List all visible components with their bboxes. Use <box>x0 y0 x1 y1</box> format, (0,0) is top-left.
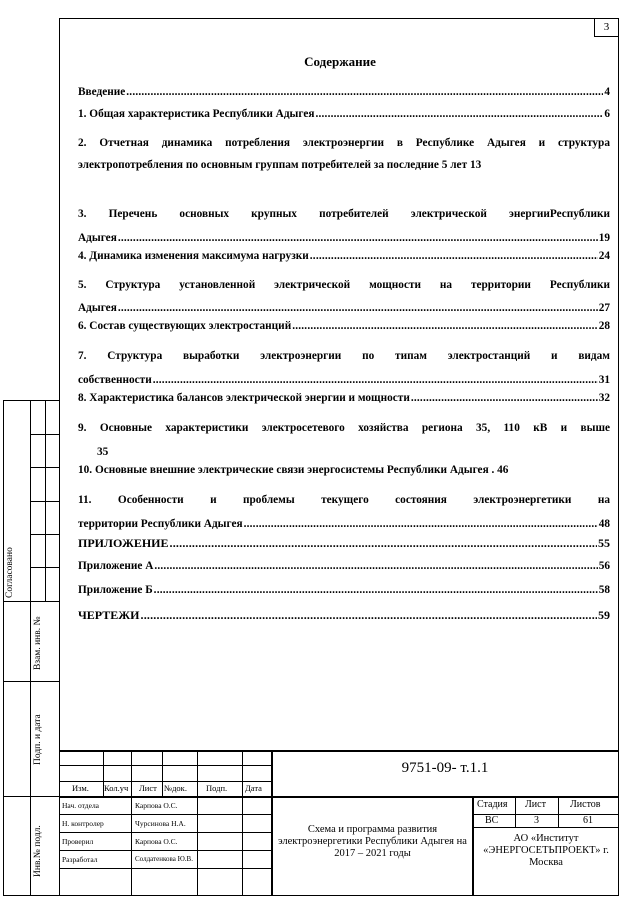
role-name: Карпова О.С. <box>135 801 178 810</box>
margin-stamp-column <box>3 400 60 896</box>
toc-entry[interactable]: 6. Состав существующих электростанций ..... 28 <box>78 320 610 344</box>
organization: АО «Институт «ЭНЕРГОСЕТЬПРОЕКТ» г. Москва <box>483 833 609 868</box>
toc-entry[interactable]: 7. Структура выработки электроэнергии по типам электростанций и видам собственности ..... 31 <box>78 344 610 392</box>
toc-title: Содержание <box>304 54 376 69</box>
document-description: Схема и программа развития электроэнергетики Республики Адыгея на 2017 – 2021 годы <box>278 824 467 859</box>
sheets-label: Листов <box>570 799 601 810</box>
toc-entry[interactable]: 11. Особенности и проблемы текущего состояния электроэнергетики на территории Республики Адыгея ..... 48 <box>78 488 610 536</box>
table-of-contents <box>78 86 610 632</box>
toc-entry[interactable]: 3. Перечень основных крупных потребителей электрической энергииРеспублики Адыгея ..... 19 <box>78 202 610 250</box>
toc-entry[interactable]: Приложение А ..... 56 <box>78 560 610 584</box>
toc-entry[interactable]: 2. Отчетная динамика потребления электроэнергии в Республике Адыгея и структура электропотребления по основным группам потребителей за последние 5 лет 13 <box>78 137 610 171</box>
role-name: Карпова О.С. <box>135 837 178 846</box>
toc-entry[interactable]: 8. Характеристика балансов электрической энергии и мощности ..... 32 <box>78 392 610 416</box>
stage-value: ВС <box>485 815 499 826</box>
sign-date-label: Подп. и дата <box>33 714 43 765</box>
role-label: Н. контролер <box>62 819 104 828</box>
tb-header-sheet: Лист <box>139 783 157 793</box>
inv-no-orig-label: Инв.№ подл. <box>33 825 43 877</box>
stage-label: Стадия <box>477 799 508 810</box>
toc-entry[interactable]: 1. Общая характеристика Республики Адыгея ..... 6 <box>78 108 610 132</box>
role-label: Проверил <box>62 837 94 846</box>
role-name: Чурсинова Н.А. <box>135 819 186 828</box>
tb-header-docno: №док. <box>164 783 187 793</box>
agreed-label: Согласовано <box>5 547 15 598</box>
tb-header-change: Изм. <box>72 783 89 793</box>
toc-entry[interactable]: 4. Динамика изменения максимума нагрузки ..... 24 <box>78 250 610 274</box>
sheet-label: Лист <box>525 799 546 810</box>
role-label: Нач. отдела <box>62 801 100 810</box>
toc-entry[interactable]: ПРИЛОЖЕНИЕ ..... 55 <box>78 536 610 560</box>
role-name: Солдатенкова Ю.В. <box>135 855 193 863</box>
sheet-value: 3 <box>534 815 539 826</box>
document-number: 9751-09- т.1.1 <box>401 760 489 776</box>
toc-entry[interactable]: Приложение Б ..... 58 <box>78 584 610 608</box>
tb-header-date: Дата <box>245 783 262 793</box>
toc-entry[interactable]: 5. Структура установленной электрической мощности на территории Республики Адыгея ..... 27 <box>78 274 610 320</box>
tb-header-sign: Подп. <box>206 783 228 793</box>
toc-entry[interactable]: ЧЕРТЕЖИ ..... 59 <box>78 608 610 632</box>
inv-no-replaced-label: Взам. инв. № <box>33 616 43 670</box>
toc-entry[interactable]: Введение ..... 4 <box>78 86 610 108</box>
role-label: Разработал <box>62 855 98 864</box>
toc-entry[interactable]: 9. Основные характеристики электросетевого хозяйства региона 35, 110 кВ и выше 35 <box>78 422 610 458</box>
sheets-value: 61 <box>583 815 593 826</box>
page-number: 3 <box>594 19 618 37</box>
toc-entry[interactable]: 10. Основные внешние электрические связи энергосистемы Республики Адыгея . 46 <box>78 464 509 476</box>
tb-header-count: Кол.уч <box>104 783 129 793</box>
